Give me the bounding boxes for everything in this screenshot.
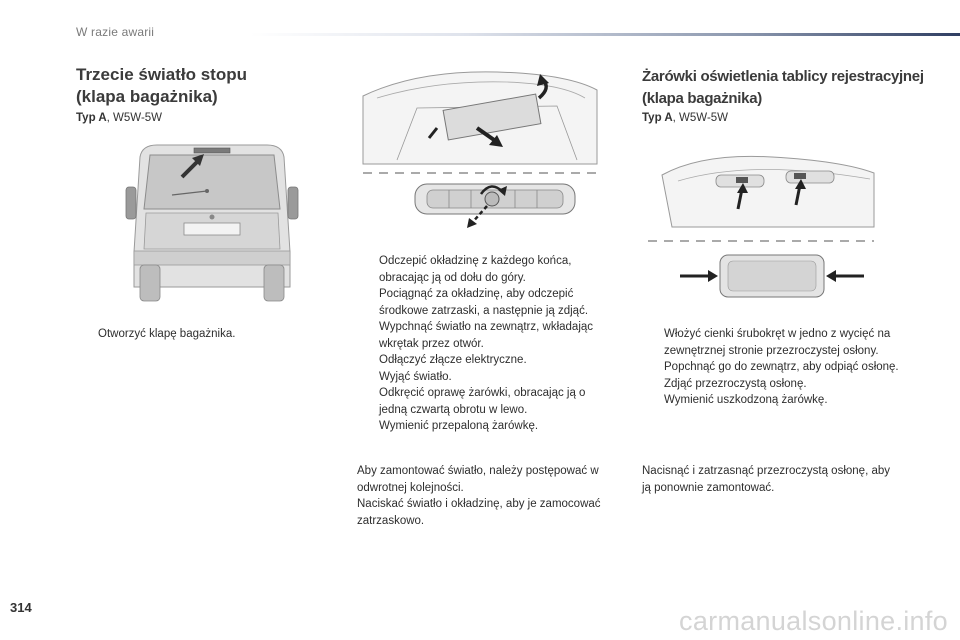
plate-lamp-illustration	[642, 135, 878, 305]
bulb-type	[76, 112, 162, 124]
bulb-type	[642, 112, 728, 124]
title-line-1: Żarówki oświetlenia tablicy rejestracyjnej	[642, 68, 924, 85]
type-value: , W5W-5W	[106, 112, 163, 124]
list-item: Odczepić okładzinę z każdego końca, obracając ją od dołu do góry.	[379, 255, 572, 284]
list-item: Otworzyć klapę bagażnika.	[98, 328, 236, 340]
right-step-list	[642, 326, 904, 409]
middle-reassembly-note	[357, 463, 609, 529]
header-bar	[250, 33, 960, 36]
type-value: , W5W-5W	[672, 112, 729, 124]
list-item: Wymienić przepaloną żarówkę.	[379, 420, 539, 432]
tailgate-light-illustration	[357, 68, 603, 230]
middle-step-list	[357, 253, 609, 435]
list-item: Wypchnąć światło na zewnątrz, wkładając wkrętak przez otwór.	[379, 321, 594, 350]
list-item: Odkręcić oprawę żarówki, obracając ją o jedną czwartą obrotu w lewo.	[379, 387, 586, 416]
list-item: Wyjąć światło.	[379, 370, 452, 383]
van-rear-illustration	[112, 137, 312, 307]
left-step-list	[76, 326, 276, 343]
type-label: Typ A	[76, 112, 107, 124]
list-item: Zdjąć przezroczystą osłonę.	[664, 377, 807, 390]
section-title-third-brake-light	[76, 64, 247, 108]
list-item: Popchnąć go do zewnątrz, aby odpiąć osłonę.	[664, 361, 899, 373]
title-line-2: (klapa bagażnika)	[642, 90, 762, 107]
list-item: Włożyć cienki śrubokręt w jedno z wycięć na zewnętrznej stronie przezroczystej osłony.	[664, 328, 891, 357]
section-title-plate-lamps	[642, 66, 942, 110]
page-number: 314	[10, 600, 32, 615]
list-item: Wymienić uszkodzoną żarówkę.	[664, 394, 828, 406]
note-paragraph: Naciskać światło i okładzinę, aby je zamocować zatrzaskowo.	[357, 498, 601, 527]
list-item: Pociągnąć za okładzinę, aby odczepić środkowe zatrzaski, a następnie ją zdjąć.	[379, 288, 589, 317]
note-paragraph: Nacisnąć i zatrzasnąć przezroczystą osłonę, aby ją ponownie zamontować.	[642, 465, 890, 494]
chapter-title: W razie awarii	[76, 25, 155, 39]
list-item: Odłączyć złącze elektryczne.	[379, 354, 527, 366]
right-reassembly-note	[642, 463, 902, 496]
title-line-2: (klapa bagażnika)	[76, 87, 218, 106]
type-label: Typ A	[642, 112, 673, 124]
title-line-1: Trzecie światło stopu	[76, 65, 247, 84]
note-paragraph: Aby zamontować światło, należy postępować w odwrotnej kolejności.	[357, 465, 599, 494]
watermark: carmanualsonline.info	[679, 606, 948, 636]
